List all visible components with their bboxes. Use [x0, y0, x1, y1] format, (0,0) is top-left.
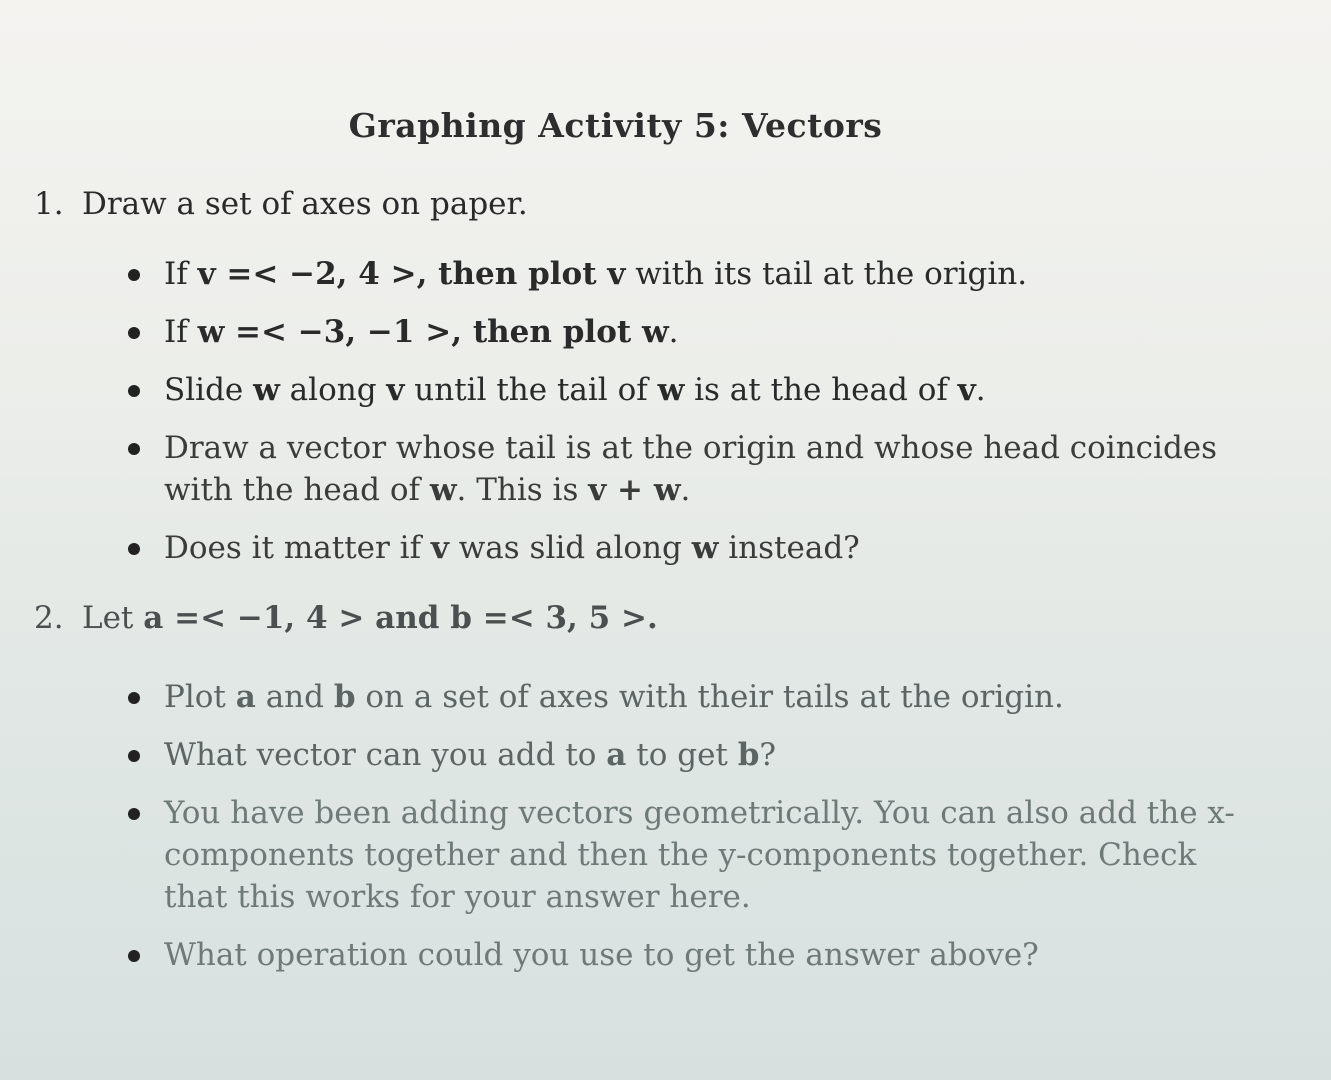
question-1 — [34, 186, 528, 222]
question-2: 2. Let a =< −1, 4 > and b =< 3, 5 >. — [34, 600, 658, 636]
bullet-dot-icon — [128, 385, 140, 397]
question-2-bullets — [128, 676, 1248, 976]
q2-bullet-4: What operation could you use to get the answer above? — [128, 934, 1248, 976]
bullet-dot-icon — [128, 543, 140, 555]
q2-bullet-3: You have been adding vectors geometrically. You can also add the x-components together and then the y-components together. Check that this works for your answer here. — [128, 792, 1248, 918]
question-1-text: Draw a set of axes on paper. — [82, 186, 528, 222]
bullet-dot-icon — [128, 269, 140, 281]
q1-bullet-3: Slide w along v until the tail of w is at the head of v. — [128, 369, 1248, 411]
q1-bullet-5: Does it matter if v was slid along w instead? — [128, 527, 1248, 569]
bullet-dot-icon — [128, 750, 140, 762]
q1-bullet-4: Draw a vector whose tail is at the origin and whose head coincides with the head of w. This is v + w. — [128, 427, 1248, 511]
question-1-bullets — [128, 253, 1248, 569]
q1-bullet-2: If w =< −3, −1 >, then plot w. — [128, 311, 1248, 353]
q1-bullet-1: If v =< −2, 4 >, then plot v with its tail at the origin. — [128, 253, 1248, 295]
question-2-number: 2. — [34, 600, 64, 636]
bullet-dot-icon — [128, 808, 140, 820]
page-title: Graphing Activity 5: Vectors — [348, 106, 883, 145]
bullet-dot-icon — [128, 692, 140, 704]
question-1-number: 1. — [34, 186, 64, 222]
bullet-dot-icon — [128, 950, 140, 962]
q2-bullet-1: Plot a and b on a set of axes with their tails at the origin. — [128, 676, 1248, 718]
bullet-dot-icon — [128, 327, 140, 339]
bullet-dot-icon — [128, 443, 140, 455]
q2-bullet-2: What vector can you add to a to get b? — [128, 734, 1248, 776]
